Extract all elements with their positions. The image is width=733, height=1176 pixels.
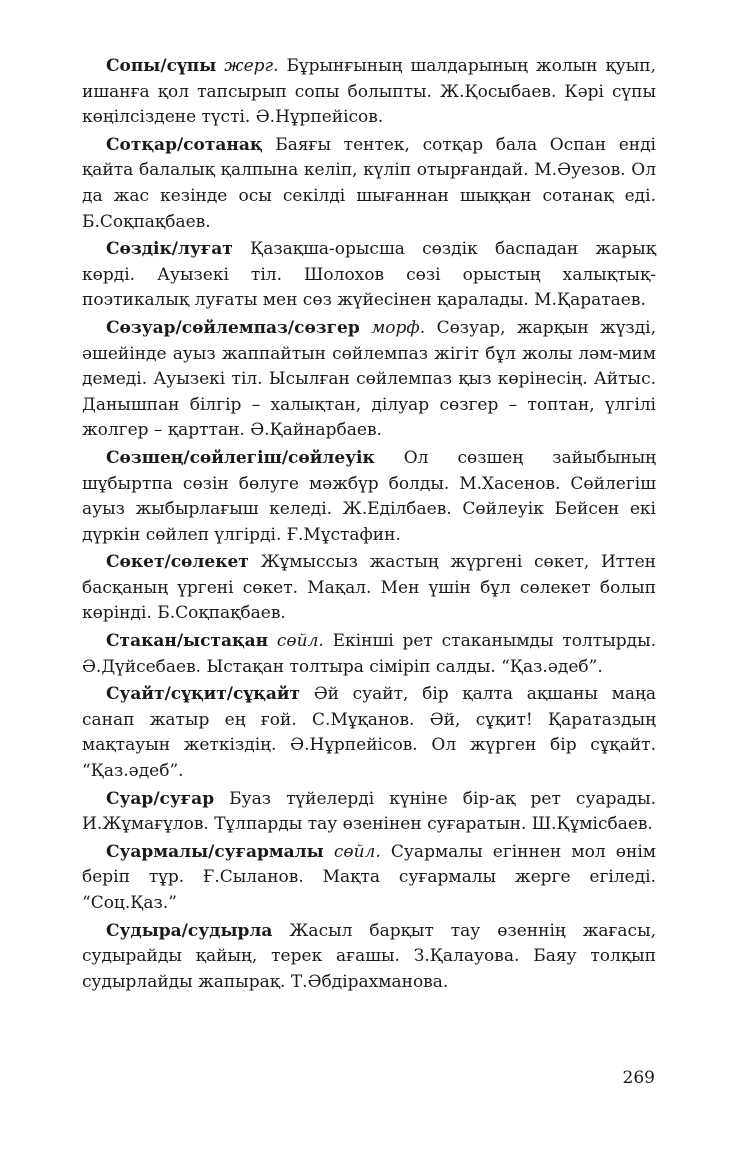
entry-headword: Сөзуар/сөйлемпаз/сөзгер bbox=[106, 317, 360, 338]
entry-text: Ол сөзшең зайыбының шұбыртпа сөзін бөлуге мәжбүр болды. М.Хасенов. Сөйлегіш ауыз жыбырлағыш келеді. Ж.Еділбаев. Сөйлеуік Бейсен екі дүркін сөйлеп үлгірді. Ғ.Мұстафин. bbox=[82, 447, 656, 545]
page-number: 269 bbox=[622, 1068, 655, 1088]
page-text-body bbox=[82, 54, 656, 997]
dictionary-entry bbox=[82, 550, 656, 627]
dictionary-entry bbox=[82, 682, 656, 784]
entry-text: Қазақша-орысша сөздік баспадан жарық көрді. Ауызекі тіл. Шолохов сөзі орыстың халықтық-поэтикалық луғаты мен сөз жүйесінен қаралады. М.Қаратаев. bbox=[82, 239, 656, 311]
dictionary-entry bbox=[82, 446, 656, 548]
entry-headword: Сөкет/сөлекет bbox=[106, 552, 249, 573]
entry-headword: Сопы/сүпы bbox=[106, 56, 217, 76]
entry-headword: Суайт/сұқит/сұқайт bbox=[106, 684, 301, 705]
dictionary-entry bbox=[82, 919, 656, 996]
entry-usage-label: жерг. bbox=[224, 56, 279, 76]
entry-text: Суармалы егіннен мол өнім беріп тұр. Ғ.Сыланов. Мақта суғармалы жерге егіледі. “Соц.Қаз.” bbox=[82, 841, 656, 913]
entry-headword: Суармалы/суғармалы bbox=[106, 841, 324, 862]
entry-text: Әй суайт, бір қалта ақшаны маңа санап жатыр ең ғой. С.Мұқанов. Әй, сұқит! Қаратаздың мақтауын жеткіздің. Ә.Нұрпейісов. Ол жүрген бір сұқайт. “Қаз.әдеб”. bbox=[82, 684, 657, 782]
entry-text: Жасыл барқыт тау өзеннің жағасы, судырайды қайың, терек ағашы. З.Қалауова. Баяу толқып судырлайды жапырақ. Т.Әбдірахманова. bbox=[82, 920, 657, 992]
entry-text: Сөзуар, жарқын жүзді, әшейінде ауыз жаппайтын сөйлемпаз жігіт бұл жолы ләм-мим демеді. Ауызекі тіл. Ысылған сөйлемпаз қыз көрінесің. Айтыс. Данышпан білгір – халықтан, ділуар сөзгер – топтан, үлгілі жолгер – қарттан. Ә.Қайнарбаев. bbox=[82, 317, 657, 441]
entry-usage-label: морф. bbox=[371, 317, 426, 338]
entry-headword: Стакан/ыстақан bbox=[106, 631, 269, 652]
dictionary-entry bbox=[82, 316, 656, 444]
entry-usage-label: сөйл. bbox=[333, 841, 381, 862]
dictionary-entry bbox=[82, 629, 656, 680]
entry-headword: Судыра/судырла bbox=[106, 920, 273, 941]
entry-text: Екінші рет стаканымды толтырды. Ә.Дүйсебаев. Ыстақан толтыра сіміріп салды. “Қаз.әдеб”. bbox=[82, 631, 657, 677]
dictionary-entry bbox=[82, 840, 656, 917]
entry-headword: Сөзшең/сөйлегіш/сөйлеуік bbox=[106, 447, 375, 468]
dictionary-entry bbox=[82, 237, 656, 314]
entry-text: Жұмыссыз жастың жүргені сөкет, Иттен басқаның үргені сөкет. Мақал. Мен үшін бұл сөлекет болып көрінді. Б.Соқпақбаев. bbox=[82, 552, 657, 624]
dictionary-entry bbox=[82, 787, 656, 838]
entry-headword: Сотқар/сотанақ bbox=[106, 134, 263, 155]
entry-headword: Сөздік/луғат bbox=[106, 239, 233, 260]
entry-usage-label: сөйл. bbox=[276, 631, 324, 652]
dictionary-entry bbox=[82, 54, 656, 131]
entry-headword: Суар/суғар bbox=[106, 788, 215, 809]
dictionary-entry bbox=[82, 133, 656, 235]
entry-text: Баяғы тентек, сотқар бала Оспан енді қайта балалық қалпына келіп, күліп отырғандай. М.Әуезов. Ол да жас кезінде осы секілді шығаннан шыққан сотанақ еді. Б.Соқпақбаев. bbox=[82, 134, 656, 232]
entry-text: Бұрынғының шалдарының жолын қуып, ишанға қол тапсырып сопы болыпты. Ж.Қосыбаев. Кәрі сүпы көңілсіздене түсті. Ә.Нұрпейісов. bbox=[82, 56, 657, 128]
entry-text: Буаз түйелерді күніне бір-ақ рет суарады. И.Жұмағұлов. Тұлпарды тау өзенінен суғаратын. Ш.Құмісбаев. bbox=[82, 788, 657, 835]
